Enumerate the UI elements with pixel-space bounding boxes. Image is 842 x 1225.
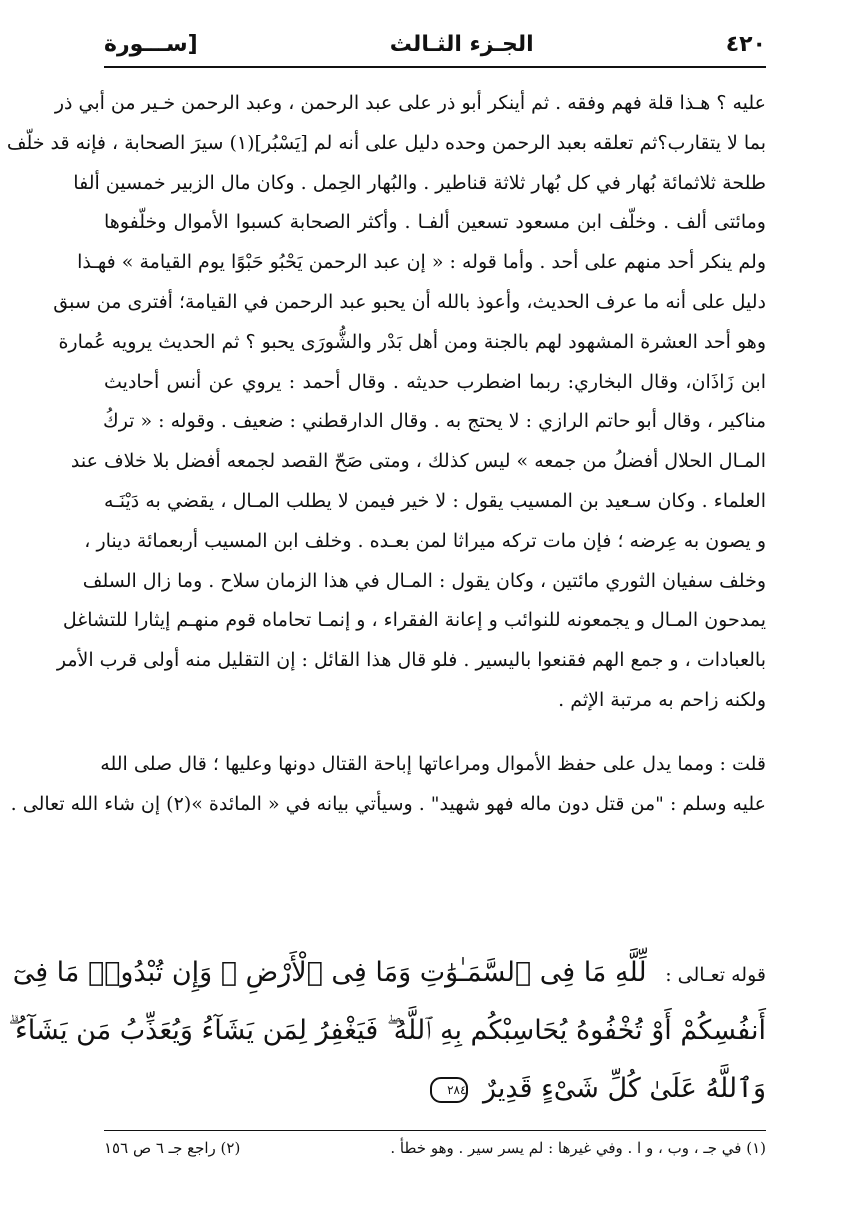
body-text: [6, 84, 766, 824]
body-line: ولكنه زاحم به مرتبة الإثم .: [558, 688, 766, 711]
footnote-2: (٢) راجع جـ ٦ ص ١٥٦: [104, 1139, 241, 1157]
footnote-1: (١) في جـ ، وب ، و ا . وفي غيرها : لم يسر سير . وهو خطأ .: [390, 1139, 766, 1157]
verse-line: أَنفُسِكُمْ أَوْ تُخْفُوهُ يُحَاسِبْكُم بِهِ ٱللَّهُ ۖ فَيَغْفِرُ لِمَن يَشَآءُ وَيُعَذِّبُ مَن يَشَآءُ ۗ: [8, 1015, 766, 1046]
header-rule: [104, 66, 766, 68]
body-line: عليه ؟ هـذا قلة فهم وفقه . ثم أينكر أبو ذر على عبد الرحمن ، وعبد الرحمن خـير من أبي ذر: [54, 92, 766, 114]
page-header: [104, 22, 766, 66]
body-line: بما لا يتقارب؟ثم تعلقه بعبد الرحمن وحده دليل على أنه لم [يَسْبُر](١) سيرَ الصحابة ، فإنه قد خلّف: [6, 131, 766, 154]
ayah-number-badge: ٢٨٤: [430, 1077, 468, 1103]
body-line: وخلف سفيان الثوري مائتين ، وكان يقول : المـال في هذا الزمان سلاح . وما زال السلف: [82, 569, 766, 592]
body-line: طلحة ثلاثمائة بُهار في كل بُهار ثلاثة قناطير . والبُهار الحِمل . وكان مال الزبير خمسين ألفا: [73, 171, 766, 194]
body-line: دليل على أنه ما عرف الحديث، وأعوذ بالله أن يحبو عبد الرحمن في القيامة؛ أفترى من سبق: [53, 290, 766, 313]
note-line: قلت : ومما يدل على حفظ الأموال ومراعاتها إباحة القتال دونها وعليها ؛ قال صلى الله: [100, 752, 766, 775]
verse-line: لِّلَّهِ مَا فِى ٱلسَّمَـٰوَٰتِ وَمَا فِى ٱلْأَرْضِ ۗ وَإِن تُبْدُوا۟ مَا فِىٓ: [12, 957, 647, 988]
note-line: عليه وسلم : "من قتل دون ماله فهو شهيد" . وسيأتي بيانه في « المائدة »(٢) إن شاء الله تعالى .: [10, 792, 766, 815]
body-line: مناكير ، وقال أبو حاتم الرازي : لا يحتج به . وقال الدارقطني : ضعيف . وقوله : « تركُ: [103, 410, 766, 433]
body-line: وهو أحد العشرة المشهود لهم بالجنة ومن أهل بَدْر والشُّورَى يحبو ؟ ثم الحديث يرويه عُمارة: [58, 330, 766, 353]
body-line: ومائتى ألف . وخلّف ابن مسعود تسعين ألفـا . وأكثر الصحابة كسبوا الأموال وخلّفوها: [104, 211, 766, 234]
footnotes: [104, 1130, 766, 1157]
body-line: المـال الحلال أفضلُ من جمعه » ليس كذلك ، ومتى صَحّ القصد لجمعه أفضل بلا خلاف عند: [70, 450, 766, 473]
section-label: [ســـورة: [104, 31, 198, 57]
verse-lead: قوله تعـالى :: [665, 964, 766, 986]
verse-line: وَٱللَّهُ عَلَىٰ كُلِّ شَىْءٍ قَدِيرٌ: [483, 1073, 766, 1104]
quran-verse-block: [8, 944, 766, 1118]
part-title: الجـزء الثـالث: [389, 31, 534, 57]
body-line: ابن زَاذَان، وقال البخاري: ربما اضطرب حديثه . وقال أحمد : يروي عن أنس أحاديث: [104, 370, 766, 393]
body-line: بالعبادات ، و جمع الهم فقنعوا باليسير . فلو قال هذا القائل : إن التقليل منه أولى قرب الأمر: [56, 649, 766, 672]
page-number: ٤٢٠: [725, 31, 766, 57]
body-line: ولم ينكر أحد منهم على أحد . وأما قوله : « إن عبد الرحمن يَحْبُو حَبْوًا يوم القيامة » فهـذا: [77, 251, 766, 274]
body-line: العلماء . وكان سـعيد بن المسيب يقول : لا خير فيمن لا يطلب المـال ، يقضي به دَيْنَـه: [104, 489, 766, 512]
body-line: و يصون به عِرضه ؛ فإن مات تركه ميراثا لمن بعـده . وخلف ابن المسيب أربعمائة دينار ،: [84, 529, 766, 552]
body-line: يمدحون المـال و يجمعونه للنوائب و إعانة الفقراء ، و إنمـا تحاماه قوم منهـم إيثارا للتشاغل: [62, 609, 766, 632]
